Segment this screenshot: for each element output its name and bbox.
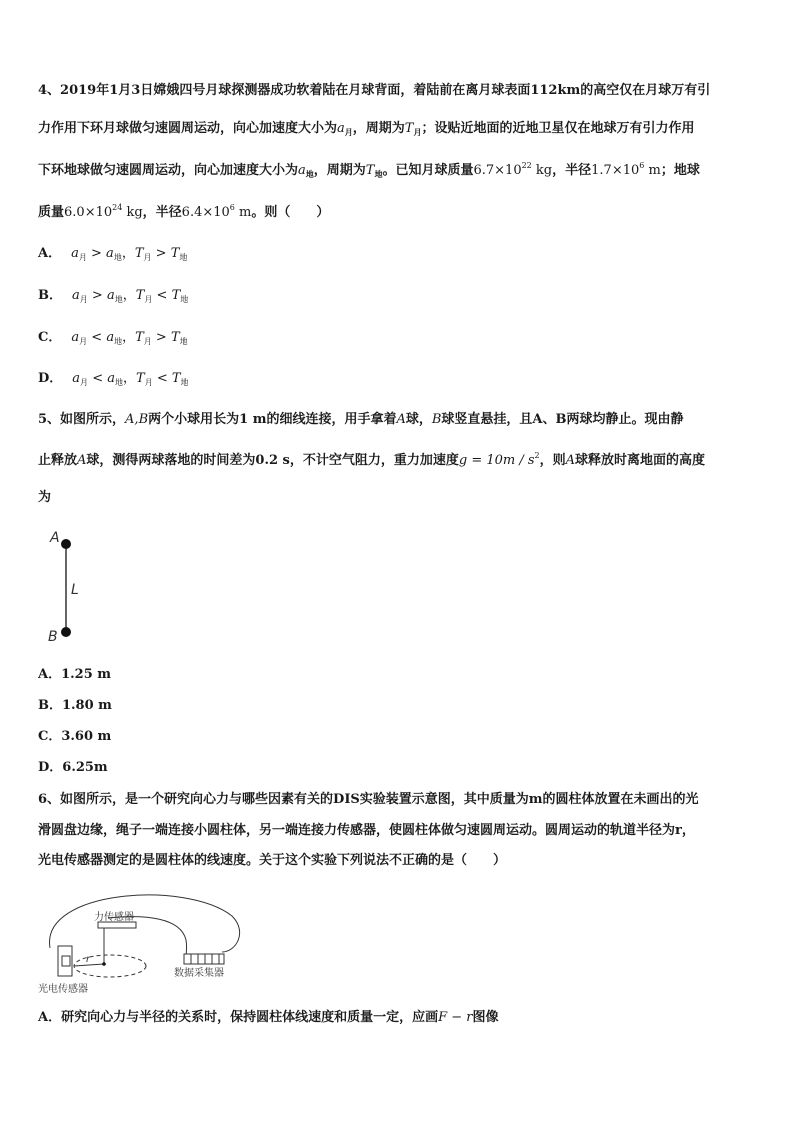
q4-line-3: 下环地球做匀速圆周运动，向心加速度大小为$a_地$，周期为$T_地$。已知月球质量$6.7\times 10^{22}$ kg，半径$1.7\times 10^6$ m；地球 bbox=[38, 161, 700, 179]
q5-option-b[interactable]: B．1.80 m bbox=[38, 698, 112, 713]
q6-option-a[interactable]: A．研究向心力与半径的关系时，保持圆柱体线速度和质量一定，应画F − r图像 bbox=[38, 1010, 499, 1025]
radius-label: r bbox=[86, 954, 91, 965]
force-sensor-label: 力传感器 bbox=[94, 912, 134, 923]
label-b: B bbox=[48, 629, 58, 645]
ball-b bbox=[61, 627, 71, 637]
q5-figure bbox=[40, 522, 100, 648]
q6-line-1: 6、如图所示，是一个研究向心力与哪些因素有关的DIS实验装置示意图，其中质量为m的圆柱体放置在未画出的光 bbox=[38, 792, 699, 807]
label-l: L bbox=[71, 582, 79, 598]
q5-line-2: 止释放A球，测得两球落地的时间差为0.2 s，不计空气阻力，重力加速度$g = 10m / s^2$，则A球释放时离地面的高度 bbox=[38, 451, 706, 468]
photo-sensor-label: 光电传感器 bbox=[38, 984, 88, 995]
q4-option-d[interactable]: D． $a_月 < a_地$，$T_月 < T_地$ bbox=[38, 371, 189, 387]
ball-a bbox=[61, 539, 71, 549]
earth-mass: $6.0\times 10^{24}$ kg bbox=[64, 203, 143, 220]
q6-line-2: 滑圆盘边缘，绳子一端连接小圆柱体，另一端连接力传感器，使圆柱体做匀速圆周运动。圆周运动的轨道半径为r， bbox=[38, 823, 695, 838]
q4-option-c[interactable]: C． $a_月 < a_地$，$T_月 > T_地$ bbox=[38, 330, 188, 346]
q5-line-3: 为 bbox=[38, 490, 52, 505]
moon-radius: $1.7\times 10^6$ m bbox=[591, 161, 661, 178]
label-a: A bbox=[50, 530, 60, 546]
gravity-expression: $g = 10m / s^2$ bbox=[458, 451, 540, 468]
q6-figure bbox=[36, 880, 248, 996]
q6-line-3: 光电传感器测定的是圆柱体的线速度。关于这个实验下列说法不正确的是（ ） bbox=[38, 853, 507, 868]
q5-line-1: 5、如图所示，A,B两个小球用长为1 m的细线连接，用手拿着A球，B球竖直悬挂，且A、B两球均静止。现由静 bbox=[38, 412, 684, 427]
circular-path bbox=[74, 955, 146, 977]
moon-mass: $6.7\times 10^{22}$ kg bbox=[473, 161, 553, 178]
q5-option-c[interactable]: C．3.60 m bbox=[38, 729, 112, 744]
data-collector-label: 数据采集器 bbox=[174, 968, 224, 979]
q4-option-a[interactable]: A． $a_月 > a_地$，$T_月 > T_地$ bbox=[38, 246, 188, 262]
sensor-cable bbox=[50, 895, 240, 952]
q4-line-2: 力作用下环月球做匀速圆周运动，向心加速度大小为$a_月$，周期为$T_月$；设贴近地面的近地卫星仅在地球万有引力作用 bbox=[38, 121, 695, 137]
q4-option-b[interactable]: B． $a_月 > a_地$，$T_月 < T_地$ bbox=[38, 288, 189, 304]
q5-option-d[interactable]: D．6.25m bbox=[38, 760, 108, 775]
q5-option-a[interactable]: A．1.25 m bbox=[38, 667, 112, 682]
data-collector-icon bbox=[184, 954, 224, 964]
earth-radius: $6.4\times 10^6$ m bbox=[181, 203, 252, 220]
q4-line-4: 质量$6.0\times 10^{24}$ kg，半径$6.4\times 10^6$ m。则（ ） bbox=[38, 203, 330, 220]
q4-line-1: 4、2019年1月3日嫦娥四号月球探测器成功软着陆在月球背面，着陆前在离月球表面112km的高空仅在月球万有引 bbox=[38, 83, 711, 98]
